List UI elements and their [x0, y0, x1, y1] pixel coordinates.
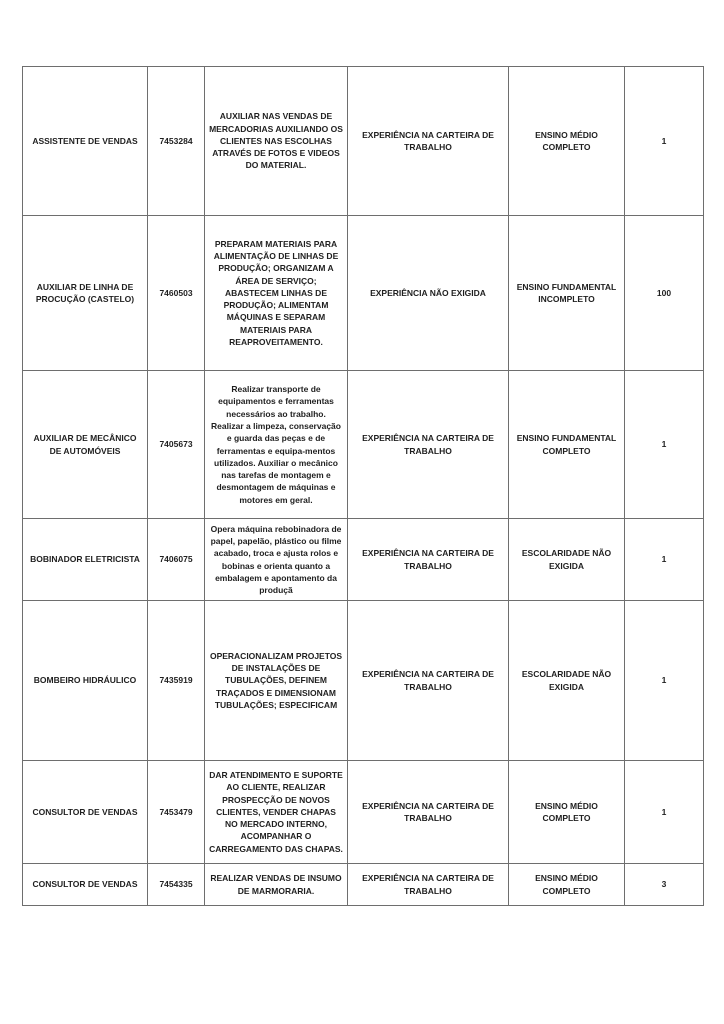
- cell-description: DAR ATENDIMENTO E SUPORTE AO CLIENTE, REALIZAR PROSPECÇÃO DE NOVOS CLIENTES, VENDER CHAPAS NO MERCADO INTERNO, ACOMPANHAR O CARREGAMENTO DAS CHAPAS.: [205, 761, 348, 864]
- cell-occupation: ASSISTENTE DE VENDAS: [23, 67, 148, 216]
- cell-code: 7406075: [148, 519, 205, 601]
- cell-education: ENSINO FUNDAMENTAL INCOMPLETO: [509, 216, 625, 371]
- table-row: [23, 216, 704, 371]
- cell-experience: EXPERIÊNCIA NA CARTEIRA DE TRABALHO: [348, 519, 509, 601]
- cell-education: ENSINO FUNDAMENTAL COMPLETO: [509, 371, 625, 519]
- cell-code: 7460503: [148, 216, 205, 371]
- cell-code: 7453479: [148, 761, 205, 864]
- cell-description: REALIZAR VENDAS DE INSUMO DE MARMORARIA.: [205, 864, 348, 906]
- cell-vacancies: 1: [625, 67, 704, 216]
- cell-occupation: BOBINADOR ELETRICISTA: [23, 519, 148, 601]
- cell-occupation: AUXILIAR DE MECÂNICO DE AUTOMÓVEIS: [23, 371, 148, 519]
- cell-experience: EXPERIÊNCIA NA CARTEIRA DE TRABALHO: [348, 371, 509, 519]
- cell-occupation: AUXILIAR DE LINHA DE PROCUÇÃO (CASTELO): [23, 216, 148, 371]
- cell-education: ENSINO MÉDIO COMPLETO: [509, 864, 625, 906]
- cell-occupation: BOMBEIRO HIDRÁULICO: [23, 601, 148, 761]
- cell-experience: EXPERIÊNCIA NA CARTEIRA DE TRABALHO: [348, 67, 509, 216]
- cell-description: AUXILIAR NAS VENDAS DE MERCADORIAS AUXILIANDO OS CLIENTES NAS ESCOLHAS ATRAVÉS DE FOTOS E VIDEOS DO MATERIAL.: [205, 67, 348, 216]
- cell-code: 7435919: [148, 601, 205, 761]
- table-row: [23, 67, 704, 216]
- job-vacancies-table: [22, 66, 704, 906]
- cell-occupation: CONSULTOR DE VENDAS: [23, 761, 148, 864]
- cell-experience: EXPERIÊNCIA NÃO EXIGIDA: [348, 216, 509, 371]
- cell-experience: EXPERIÊNCIA NA CARTEIRA DE TRABALHO: [348, 761, 509, 864]
- cell-description: Realizar transporte de equipamentos e ferramentas necessários ao trabalho. Realizar a limpeza, conservação e guarda das peças e de ferramentas e equipa-mentos utilizados. Auxiliar o mecânico nas tarefas de montagem e desmontagem de máquinas e motores em geral.: [205, 371, 348, 519]
- cell-vacancies: 1: [625, 761, 704, 864]
- cell-vacancies: 1: [625, 601, 704, 761]
- table-row: [23, 519, 704, 601]
- cell-occupation: CONSULTOR DE VENDAS: [23, 864, 148, 906]
- cell-experience: EXPERIÊNCIA NA CARTEIRA DE TRABALHO: [348, 864, 509, 906]
- table-row: [23, 371, 704, 519]
- cell-code: 7453284: [148, 67, 205, 216]
- cell-description: Opera máquina rebobinadora de papel, papelão, plástico ou filme acabado, troca e ajusta rolos e bobinas e orienta quanto a embalagem e apontamento da produçã: [205, 519, 348, 601]
- cell-description: OPERACIONALIZAM PROJETOS DE INSTALAÇÕES DE TUBULAÇÕES, DEFINEM TRAÇADOS E DIMENSIONAM TUBULAÇÕES; ESPECIFICAM: [205, 601, 348, 761]
- cell-education: ESCOLARIDADE NÃO EXIGIDA: [509, 601, 625, 761]
- cell-vacancies: 3: [625, 864, 704, 906]
- cell-vacancies: 1: [625, 519, 704, 601]
- table-row: [23, 864, 704, 906]
- cell-description: PREPARAM MATERIAIS PARA ALIMENTAÇÃO DE LINHAS DE PRODUÇÃO; ORGANIZAM A ÁREA DE SERVIÇO; ABASTECEM LINHAS DE PRODUÇÃO; ALIMENTAM MÁQUINAS E SEPARAM MATERIAIS PARA REAPROVEITAMENTO.: [205, 216, 348, 371]
- cell-education: ENSINO MÉDIO COMPLETO: [509, 67, 625, 216]
- cell-experience: EXPERIÊNCIA NA CARTEIRA DE TRABALHO: [348, 601, 509, 761]
- table-row: [23, 601, 704, 761]
- table-row: [23, 761, 704, 864]
- cell-vacancies: 1: [625, 371, 704, 519]
- cell-education: ESCOLARIDADE NÃO EXIGIDA: [509, 519, 625, 601]
- cell-code: 7454335: [148, 864, 205, 906]
- cell-education: ENSINO MÉDIO COMPLETO: [509, 761, 625, 864]
- cell-code: 7405673: [148, 371, 205, 519]
- cell-vacancies: 100: [625, 216, 704, 371]
